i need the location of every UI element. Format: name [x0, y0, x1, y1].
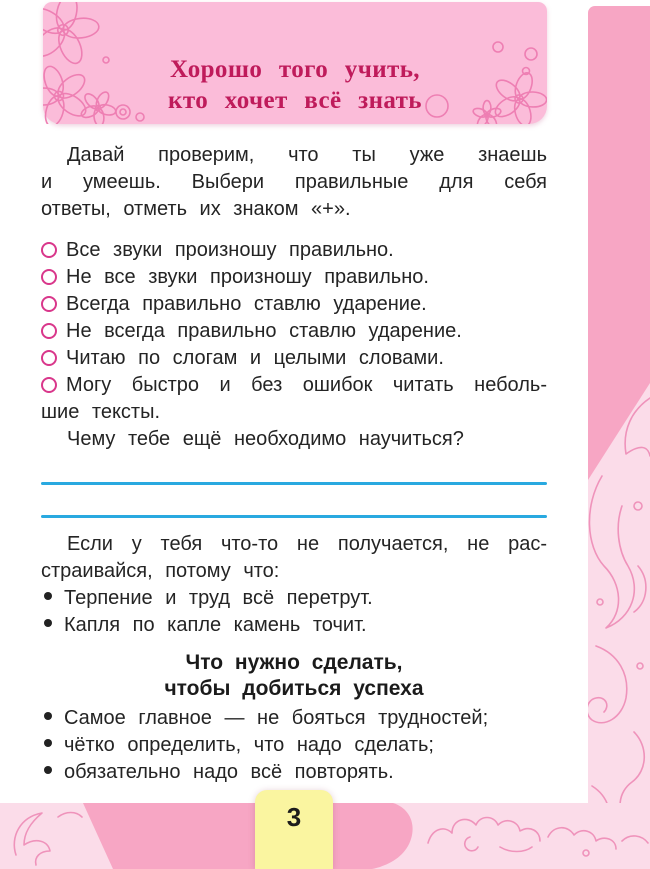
checklist-item-text: Могу быстро и без ошибок читать неболь- [66, 374, 547, 396]
checklist-item-text: Всегда правильно ставлю ударение. [66, 293, 427, 315]
bullet-dot-icon [44, 739, 52, 747]
proverb-text: Капля по капле камень точит. [64, 614, 367, 636]
checklist-item-text: Все звуки произношу правильно. [66, 239, 394, 261]
answer-mark-circle[interactable] [41, 296, 57, 312]
checklist-item [41, 318, 547, 345]
intro-line: ответы, отметь их знаком «+». [41, 198, 351, 220]
answer-mark-circle[interactable] [41, 377, 57, 393]
page-number-badge [255, 790, 333, 869]
swirl-ornament-icon [588, 6, 650, 869]
bullet-dot-icon [44, 592, 52, 600]
bullet-dot-icon [44, 712, 52, 720]
tip-text: чётко определить, что надо сделать; [64, 734, 434, 756]
checklist-item [41, 264, 547, 291]
right-border-decoration [588, 6, 650, 869]
checklist-item [41, 291, 547, 318]
answer-mark-circle[interactable] [41, 242, 57, 258]
self-check-list [41, 237, 547, 426]
proverb-item [41, 585, 547, 612]
intro-line: Давай проверим, что ты уже знаешь [67, 144, 547, 166]
answer-mark-circle[interactable] [41, 269, 57, 285]
section-heading-line: чтобы добиться успеха [164, 677, 424, 700]
tip-text: обязательно надо всё повторять. [64, 761, 394, 783]
tip-item [41, 732, 547, 759]
writing-line[interactable] [41, 515, 547, 518]
intro-line: и умеешь. Выбери правильные для себя [41, 171, 547, 193]
proverb-item [41, 612, 547, 639]
checklist-item-text: Не всегда правильно ставлю ударение. [66, 320, 462, 342]
answer-mark-circle[interactable] [41, 350, 57, 366]
advice-line: страивайся, потому что: [41, 560, 280, 582]
checklist-item-text: Читаю по слогам и целыми словами. [66, 347, 444, 369]
checklist-item-text: Не все звуки произношу правильно. [66, 266, 429, 288]
section-heading [41, 650, 547, 702]
chapter-title-banner [43, 2, 547, 124]
page-content [41, 142, 547, 786]
bullet-dot-icon [44, 766, 52, 774]
page-number: 3 [286, 802, 302, 832]
proverb-text: Терпение и труд всё перетрут. [64, 587, 373, 609]
tip-item [41, 759, 547, 786]
checklist-item [41, 345, 547, 372]
writing-line[interactable] [41, 482, 547, 485]
tip-item [41, 705, 547, 732]
question-text: Чему тебе ещё необходимо научиться? [67, 428, 464, 450]
bullet-dot-icon [44, 619, 52, 627]
checklist-item [41, 237, 547, 264]
advice-line: Если у тебя что-то не получается, не рас- [67, 533, 547, 555]
section-heading-line: Что нужно сделать, [185, 651, 403, 674]
checklist-item [41, 372, 547, 399]
chapter-title-line: Хорошо того учить, [170, 56, 420, 83]
chapter-title [43, 54, 547, 116]
tip-text: Самое главное — не бояться трудностей; [64, 707, 489, 729]
answer-mark-circle[interactable] [41, 323, 57, 339]
checklist-item-continuation: шие тексты. [41, 401, 161, 423]
chapter-title-line: кто хочет всё знать [168, 87, 422, 114]
tips-list [41, 705, 547, 786]
